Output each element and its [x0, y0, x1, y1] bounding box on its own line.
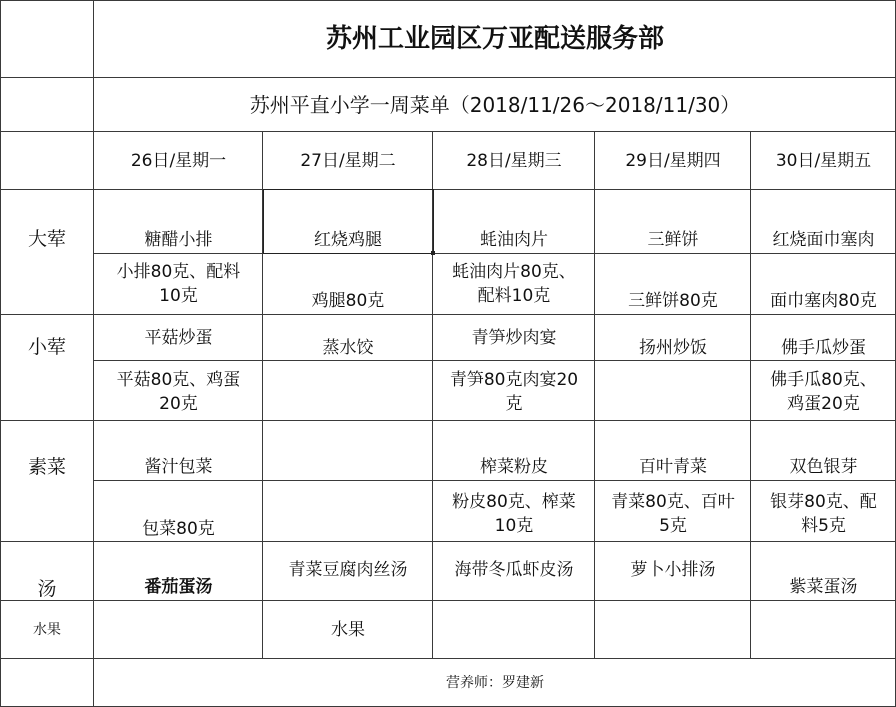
dish-soup-thu[interactable]: 萝卜小排汤: [630, 560, 716, 580]
dish-soup-mon[interactable]: 番茄蛋汤: [144, 577, 213, 597]
spec-side-meat-fri[interactable]: 佛手瓜80克、 鸡蛋20克: [770, 370, 877, 414]
dish-vegetable-mon[interactable]: 酱汁包菜: [144, 457, 213, 477]
dish-main-meat-thu[interactable]: 三鲜饼: [647, 230, 699, 250]
spec-main-meat-mon[interactable]: 小排80克、配料 10克: [116, 262, 241, 306]
spec-vegetable-tue[interactable]: [263, 482, 433, 542]
dish-main-meat-mon[interactable]: 糖醋小排: [144, 230, 213, 250]
dish-side-meat-mon[interactable]: 平菇炒蛋: [144, 328, 213, 348]
day-header-wed[interactable]: 28日/星期三: [466, 151, 562, 171]
dish-side-meat-thu[interactable]: 扬州炒饭: [639, 338, 707, 358]
dish-main-meat-wed[interactable]: 蚝油肉片: [480, 230, 548, 250]
row-label-side-meat[interactable]: 小荤: [27, 336, 66, 358]
dish-soup-tue[interactable]: 青菜豆腐肉丝汤: [288, 560, 408, 580]
active-cell-outline[interactable]: [263, 189, 434, 254]
dish-soup-wed[interactable]: 海带冬瓜虾皮汤: [454, 560, 574, 580]
dish-vegetable-thu[interactable]: 百叶青菜: [639, 457, 707, 477]
day-header-fri[interactable]: 30日/星期五: [775, 151, 872, 171]
spec-side-meat-wed[interactable]: 青笋80克肉宴20 克: [449, 370, 579, 414]
dish-side-meat-wed[interactable]: 青笋炒肉宴: [471, 328, 557, 348]
spec-side-meat-mon[interactable]: 平菇80克、鸡蛋 20克: [116, 370, 241, 414]
row-label-main-meat[interactable]: 大荤: [27, 228, 66, 250]
spec-side-meat-tue[interactable]: [263, 362, 433, 422]
document-title[interactable]: 苏州工业园区万亚配送服务部: [325, 24, 664, 54]
dish-vegetable-fri[interactable]: 双色银芽: [789, 457, 858, 477]
dish-side-meat-fri[interactable]: 佛手瓜炒蛋: [781, 338, 866, 358]
nutritionist-note[interactable]: 营养师：罗建新: [446, 674, 544, 691]
spec-main-meat-tue[interactable]: 鸡腿80克: [311, 291, 385, 311]
spec-vegetable-mon[interactable]: 包菜80克: [142, 519, 215, 539]
day-header-mon[interactable]: 26日/星期一: [130, 151, 227, 171]
spec-main-meat-thu[interactable]: 三鲜饼80克: [628, 291, 718, 311]
day-header-tue[interactable]: 27日/星期二: [300, 151, 396, 171]
spec-main-meat-wed[interactable]: 蚝油肉片80克、 配料10克: [452, 262, 576, 306]
day-header-thu[interactable]: 29日/星期四: [625, 151, 721, 171]
dish-soup-fri[interactable]: 紫菜蛋汤: [789, 577, 858, 597]
dish-side-meat-tue[interactable]: 蒸水饺: [322, 338, 374, 358]
dish-vegetable-wed[interactable]: 榨菜粉皮: [480, 457, 548, 477]
dish-main-meat-tue[interactable]: 红烧鸡腿: [314, 230, 382, 250]
fill-handle[interactable]: [431, 251, 435, 255]
menu-subtitle[interactable]: 苏州平直小学一周菜单（2018/11/26～2018/11/30）: [249, 93, 741, 117]
spec-vegetable-fri[interactable]: 银芽80克、配 料5克: [770, 492, 877, 536]
dish-main-meat-fri[interactable]: 红烧面巾塞肉: [772, 230, 875, 250]
fruit-tue[interactable]: 水果: [331, 619, 365, 640]
row-label-fruit[interactable]: 水果: [33, 621, 61, 638]
spec-main-meat-fri[interactable]: 面巾塞肉80克: [770, 291, 877, 311]
row-label-soup[interactable]: 汤: [37, 578, 57, 600]
spec-side-meat-thu[interactable]: [595, 362, 751, 422]
spec-vegetable-thu[interactable]: 青菜80克、百叶 5克: [611, 492, 735, 536]
row-label-vegetable[interactable]: 素菜: [27, 456, 66, 478]
spec-vegetable-wed[interactable]: 粉皮80克、榨菜 10克: [452, 492, 576, 536]
